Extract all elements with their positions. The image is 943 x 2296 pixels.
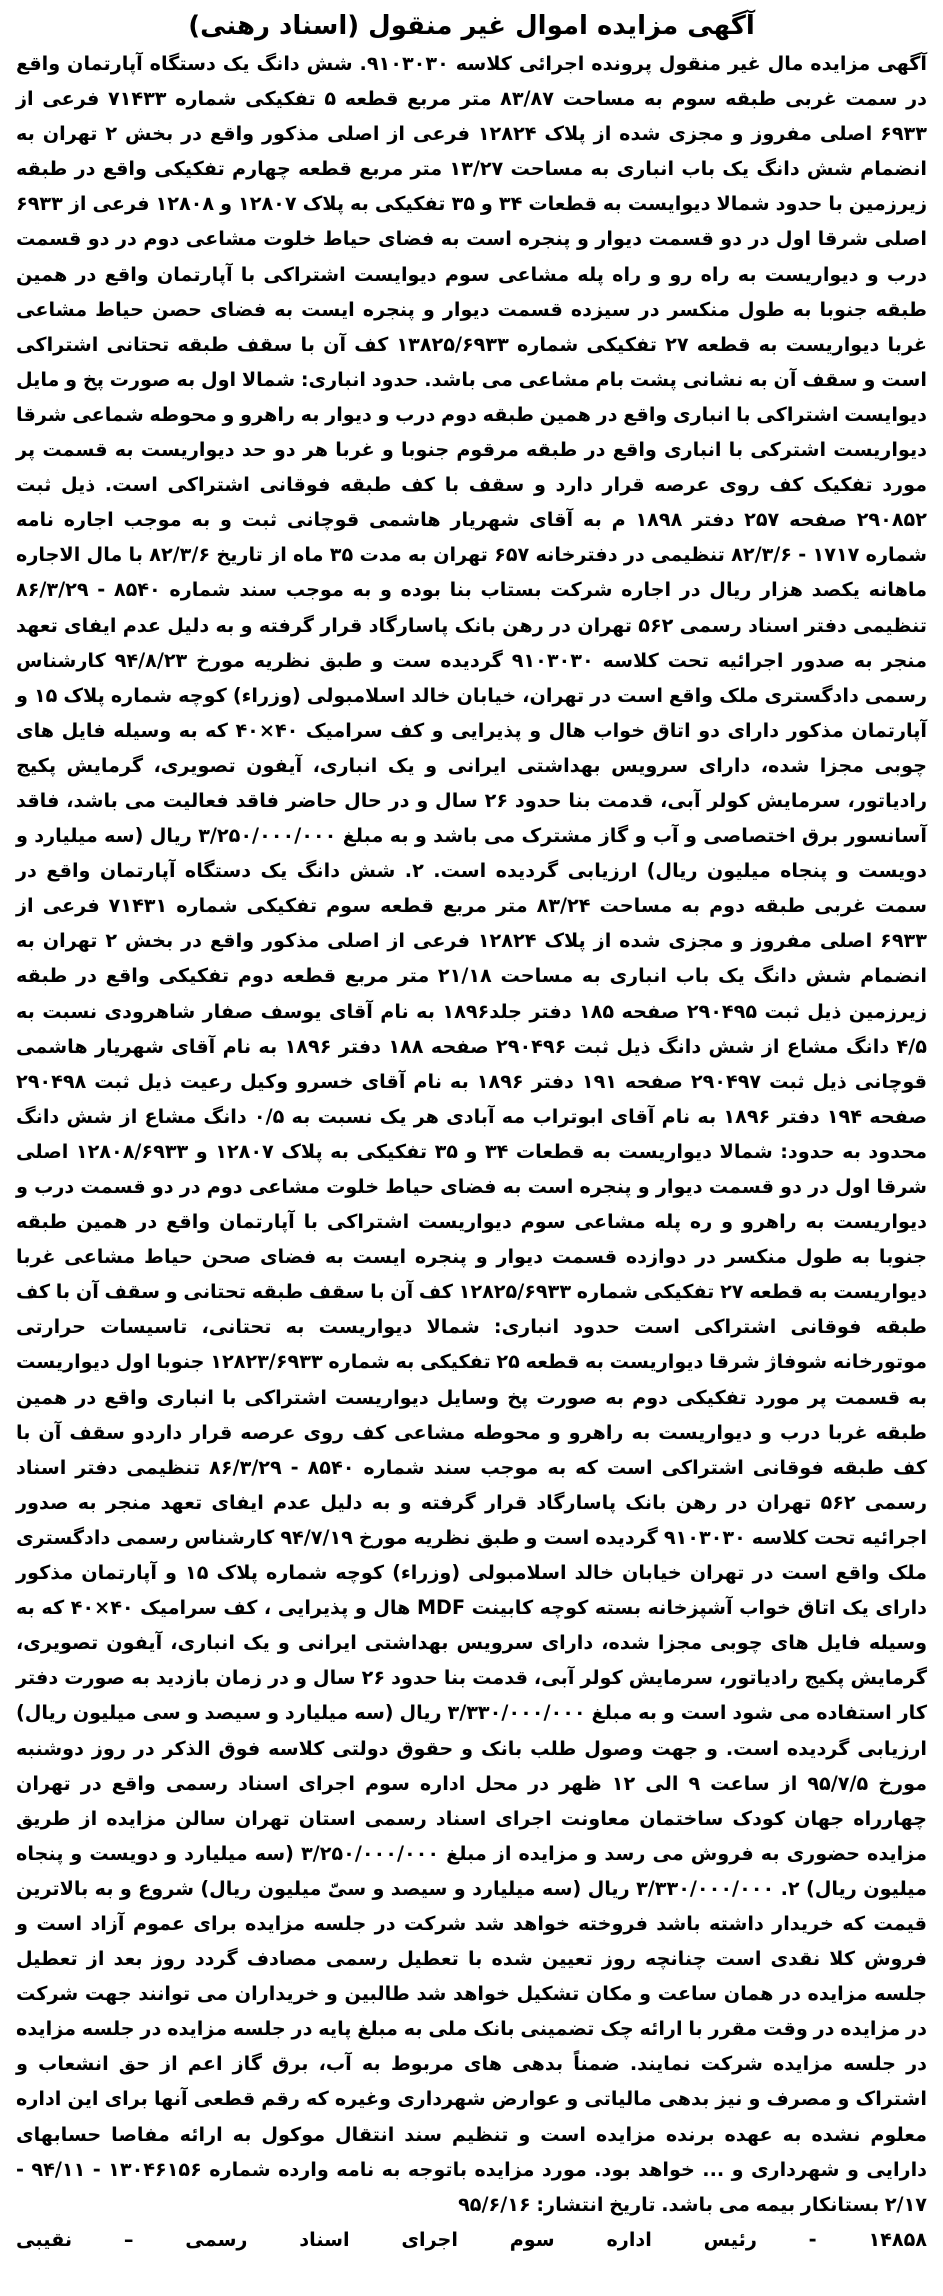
notice-body: آگهی مزایده مال غیر منقول پرونده اجرائی کلاسه ۹۱۰۳۰۳۰. شش دانگ یک دستگاه آپارتمان واقع در سمت غربی طبقه سوم به مساحت ۸۳/۸۷ متر مربع قطعه ۵ تفکیکی شماره ۷۱۴۳۳ فرعی از ۶۹۳۳ اصلی مفروز و مجزی شده از پلاک ۱۲۸۲۴ فرعی از اصلی مذکور واقع در بخش ۲ تهران به انضمام شش دانگ یک باب انباری به مساحت ۱۳/۲۷ متر مربع قطعه چهارم تفکیکی واقع در طبقه زیرزمین با حدود شمالا دیوایست به قطعات ۳۴ و ۳۵ تفکیکی به پلاک ۱۲۸۰۷ و ۱۲۸۰۸ فرعی از ۶۹۳۳ اصلی شرقا اول در دو قسمت دیوار و پنجره است به فضای حیاط خلوت مشاعی دوم در دو قسمت درب و دیواریست به راه رو و راه پله مشاعی سوم دیوایست اشتراکی با آپارتمان واقع در همین طبقه جنوبا به طول منکسر در سیزده قسمت دیوار و پنجره ایست به فضای حصن حیاط مشاعی غربا دیواریست به قطعه ۲۷ تفکیکی شماره ۱۳۸۲۵/۶۹۳۳ کف آن با سقف طبقه تحتانی اشتراکی است و سقف آن به نشانی پشت بام مشاعی می باشد. حدود انباری: شمالا اول به صورت پخ و مایل دیوایست اشتراکی با انباری واقع در همین طبقه دوم درب و دیوار به راهرو و محوطه شماعی شرقا دیواریست اشترکی با انباری واقع در طبقه مرقوم جنوبا و غربا هر دو حد دیواریست به قسمت پر مورد تفکیک کف روی عرصه قرار دارد و سقف با کف طبقه فوقانی اشتراکی است. ذیل ثبت ۲۹۰۸۵۲ صفحه ۲۵۷ دفتر ۱۸۹۸ م به آقای شهریار هاشمی قوچانی ثبت و به موجب اجاره نامه شماره ۱۷۱۷ - ۸۲/۳/۶ تنظیمی در دفترخانه ۶۵۷ تهران به مدت ۳۵ ماه از تاریخ ۸۲/۳/۶ با مال الاجاره ماهانه یکصد هزار ریال در اجاره شرکت بستاب بنا بوده و به موجب سند شماره ۸۵۴۰ - ۸۶/۳/۲۹ تنظیمی دفتر اسناد رسمی ۵۶۲ تهران در رهن بانک پاسارگاد قرار گرفته و به دلیل عدم ایفای تعهد منجر به صدور اجرائیه تحت کلاسه ۹۱۰۳۰۳۰ گردیده ست و طبق نظریه مورخ ۹۴/۸/۲۳ کارشناس رسمی دادگستری ملک واقع است در تهران، خیابان خالد اسلامبولی (وزراء) کوچه شماره پلاک ۱۵ و آپارتمان مذکور دارای دو اتاق خواب هال و پذیرایی و کف سرامیک ۴۰×۴۰ که به وسیله فایل های چوبی مجزا شده، دارای سرویس بهداشتی ایرانی و یک انباری، آیفون تصویری، گرمایش پکیج رادیاتور، سرمایش کولر آبی، قدمت بنا حدود ۲۶ سال و در حال حاضر فاقد فعالیت می باشد، فاقد آسانسور برق اختصاصی و آب و گاز مشترک می باشد و به مبلغ ۳/۲۵۰/۰۰۰/۰۰۰ ریال (سه میلیارد و دویست و پنجاه میلیون ریال) ارزیابی گردیده است. ۲. شش دانگ یک دستگاه آپارتمان واقع در سمت غربی طبقه دوم به مساحت ۸۳/۲۴ متر مربع قطعه سوم تفکیکی شماره ۷۱۴۳۱ فرعی از ۶۹۳۳ اصلی مفروز و مجزی شده از پلاک ۱۲۸۲۴ فرعی از اصلی مذکور واقع در بخش ۲ تهران به انضمام شش دانگ یک باب انباری به مساحت ۲۱/۱۸ متر مربع قطعه دوم تفکیکی واقع در طبقه زیرزمین ذیل ثبت ۲۹۰۴۹۵ صفحه ۱۸۵ دفتر جلد۱۸۹۶ به نام آقای یوسف صفار شاهرودی نسبت به ۴/۵ دانگ مشاع از شش دانگ ذیل ثبت ۲۹۰۴۹۶ صفحه ۱۸۸ دفتر ۱۸۹۶ به نام آقای شهریار هاشمی قوچانی ذیل ثبت ۲۹۰۴۹۷ صفحه ۱۹۱ دفتر ۱۸۹۶ به نام آقای خسرو وکیل رعیت ذیل ثبت ۲۹۰۴۹۸ صفحه ۱۹۴ دفتر ۱۸۹۶ به نام آقای ابوتراب مه آبادی هر یک نسبت به ۰/۵ دانگ مشاع از شش دانگ محدود به حدود: شمالا دیواریست به قطعات ۳۴ و ۳۵ تفکیکی به پلاک ۱۲۸۰۷ و ۱۲۸۰۸/۶۹۳۳ اصلی شرقا اول در دو قسمت دیوار و پنجره است به فضای حیاط خلوت مشاعی دوم در دو قسمت درب و دیواریست به راهرو و ره پله مشاعی سوم دیواریست اشتراکی با آپارتمان واقع در همین طبقه جنوبا به طول منکسر در دوازده قسمت دیوار و پنجره ایست به فضای صحن حیاط مشاعی غربا دیواریست به قطعه ۲۷ تفکیکی شماره ۱۲۸۲۵/۶۹۳۳ کف آن با سقف طبقه تحتانی و سقف آن با کف طبقه فوقانی اشتراکی است حدود انباری: شمالا دیواریست به تحتانی، تاسیسات حرارتی موتورخانه شوفاژ شرقا دیواریست به قطعه ۲۵ تفکیکی به شماره ۱۲۸۲۳/۶۹۳۳ جنوبا اول دیواریست به قسمت پر مورد تفکیکی دوم به صورت پخ وسایل دیواریست اشتراکی با انباری واقع در همین طبقه غربا درب و دیواریست به راهرو و محوطه مشاعی کف روی عرصه قرار داردو سقف آن با کف طبقه فوقانی اشتراکی است که به موجب سند شماره ۸۵۴۰ - ۸۶/۳/۲۹ تنظیمی دفتر اسناد رسمی ۵۶۲ تهران در رهن بانک پاسارگاد قرار گرفته و به دلیل عدم ایفای تعهد منجر به صدور اجرائیه تحت کلاسه ۹۱۰۳۰۳۰ گردیده است و طبق نظریه مورخ ۹۴/۷/۱۹ کارشناس رسمی دادگستری ملک واقع است در تهران خیابان خالد اسلامبولی (وزراء) کوچه شماره پلاک ۱۵ و آپارتمان مذکور دارای یک اتاق خواب آشپزخانه بسته کوچه کابینت MDF هال و پذیرایی ، کف سرامیک ۴۰×۴۰ که به وسیله فایل های چوبی مجزا شده، دارای سرویس بهداشتی ایرانی و یک انباری، آیفون تصویری، گرمایش پکیج رادیاتور، سرمایش کولر آبی، قدمت بنا حدود ۲۶ سال و در زمان بازدید به صورت دفتر کار استفاده می شود است و به مبلغ ۳/۳۳۰/۰۰۰/۰۰۰ ریال (سه میلیارد و سیصد و سی میلیون ریال) ارزیابی گردیده است. و جهت وصول طلب بانک و حقوق دولتی کلاسه فوق الذکر در روز دوشنبه مورخ ۹۵/۷/۵ از ساعت ۹ الی ۱۲ ظهر در محل اداره سوم اجرای اسناد رسمی واقع در تهران چهارراه جهان کودک ساختمان معاونت اجرای اسناد رسمی استان تهران سالن مزایده از طریق مزایده حضوری به فروش می رسد و مزایده از مبلغ ۳/۲۵۰/۰۰۰/۰۰۰ (سه میلیارد و دویست و پنجاه میلیون ریال) ۲. ۳/۳۳۰/۰۰۰/۰۰۰ ریال (سه میلیارد و سیصد و سیّ میلیون ریال) شروع و به بالاترین قیمت که خریدار داشته باشد فروخته خواهد شد شرکت در جلسه مزایده برای عموم آزاد است و فروش کلا نقدی است چنانچه روز تعیین شده با تعطیل رسمی مصادف گردد روز بعد از تعطیل جلسه مزایده در همان ساعت و مکان تشکیل خواهد شد طالبین و خریداران می توانند جهت شرکت در مزایده در وقت مقرر با ارائه چک تضمینی بانک ملی به مبلغ پایه در جلسه مزایده در جلسه مزایده در جلسه مزایده شرکت نمایند. ضمناً بدهی های مربوط به آب، برق گاز اعم از حق انشعاب و اشتراک و مصرف و نیز بدهی مالیاتی و عوارض شهرداری وغیره که رقم قطعی آنها برای این اداره معلوم نشده به عهده برنده مزایده است و تنظیم سند انتقال موکول به ارائه مفاصا حسابهای دارایی و شهرداری و ... خواهد بود. مورد مزایده باتوجه به نامه وارده شماره ۱۳۰۴۶۱۵۶ - ۹۴/۱۱ - ۲/۱۷ بستانکار بیمه می باشد. تاریخ انتشار: ۹۵/۶/۱۶ [16, 52, 928, 2216]
notice-title: آگهی مزایده اموال غیر منقول (اسناد رهنی) [188, 11, 755, 41]
notice-signature: ۱۴۸۵۸ - رئیس اداره سوم اجرای اسناد رسمی – نقیبی [16, 2227, 927, 2251]
